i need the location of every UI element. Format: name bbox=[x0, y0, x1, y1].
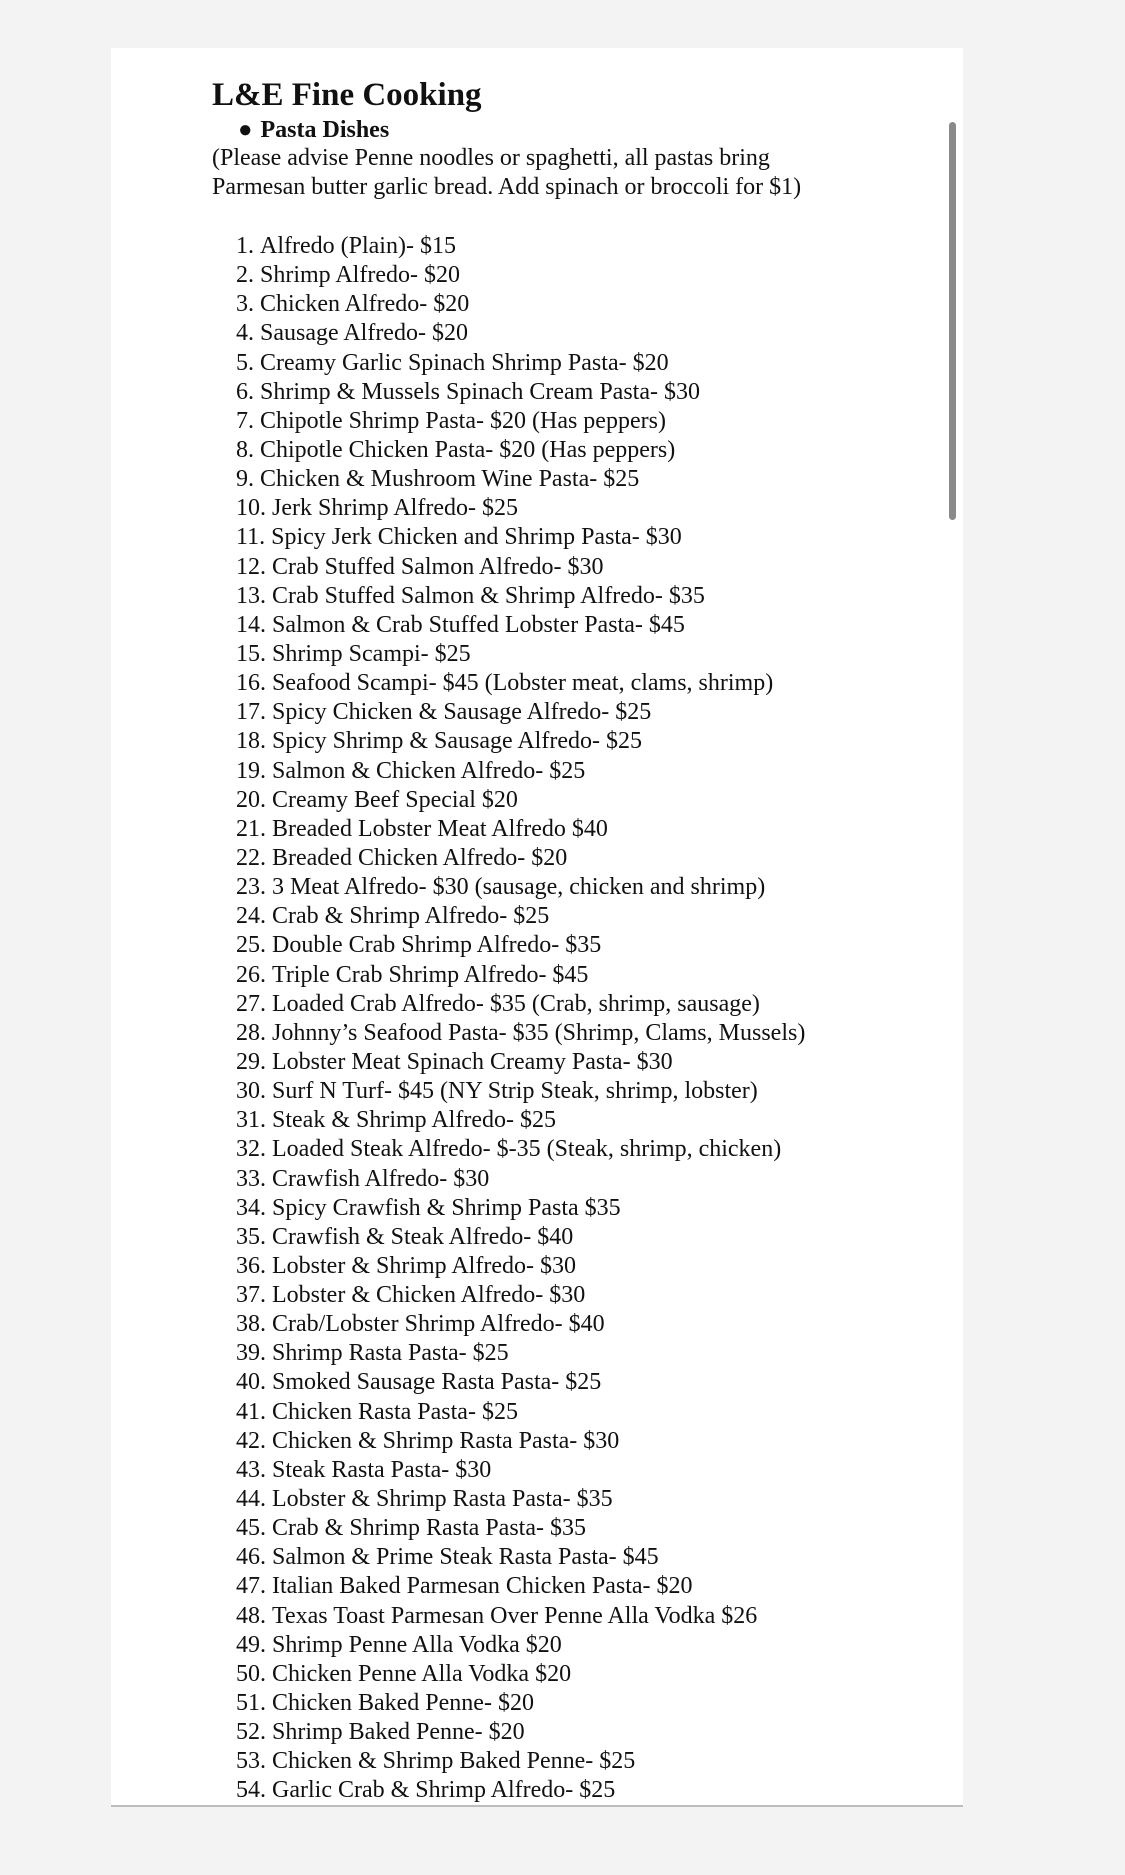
list-item bbox=[236, 611, 805, 640]
list-item-number: 41. bbox=[236, 1398, 266, 1425]
list-item-text: Lobster & Chicken Alfredo- $30 bbox=[272, 1282, 586, 1309]
list-item-number: 28. bbox=[236, 1019, 266, 1046]
list-item-number: 48. bbox=[236, 1602, 266, 1629]
list-item-text: Shrimp Scampi- $25 bbox=[272, 640, 471, 667]
list-item-text: Salmon & Crab Stuffed Lobster Pasta- $45 bbox=[272, 611, 685, 638]
list-item-number: 49. bbox=[236, 1631, 266, 1658]
list-item bbox=[236, 1747, 805, 1776]
list-item bbox=[236, 1223, 805, 1252]
list-item-text: Steak & Shrimp Alfredo- $25 bbox=[272, 1107, 556, 1134]
list-item bbox=[236, 1077, 805, 1106]
list-item-number: 11. bbox=[236, 524, 266, 551]
list-item-number: 15. bbox=[236, 640, 266, 667]
list-item-number: 40. bbox=[236, 1369, 266, 1396]
list-item-text: Chicken & Shrimp Baked Penne- $25 bbox=[272, 1748, 636, 1775]
list-item-text: Steak Rasta Pasta- $30 bbox=[272, 1456, 492, 1483]
list-item-number: 12. bbox=[236, 553, 266, 580]
list-item-number: 16. bbox=[236, 670, 266, 697]
bullet-icon: ● bbox=[238, 117, 253, 143]
list-item-text: Chipotle Chicken Pasta- $20 (Has peppers) bbox=[260, 436, 676, 463]
list-item-text: Loaded Steak Alfredo- $-35 (Steak, shrimp, chicken) bbox=[272, 1136, 782, 1163]
list-item-text: Surf N Turf- $45 (NY Strip Steak, shrimp, lobster) bbox=[272, 1078, 758, 1105]
menu-note-line: Parmesan butter garlic bread. Add spinach or broccoli for $1) bbox=[212, 174, 802, 200]
list-item bbox=[236, 1165, 805, 1194]
list-item-number: 32. bbox=[236, 1136, 266, 1163]
list-item-number: 13. bbox=[236, 582, 266, 609]
list-item-number: 45. bbox=[236, 1515, 266, 1542]
list-item-text: Chicken & Mushroom Wine Pasta- $25 bbox=[260, 466, 640, 493]
list-item bbox=[236, 961, 805, 990]
list-item bbox=[236, 1660, 805, 1689]
list-item-text: Shrimp Penne Alla Vodka $20 bbox=[272, 1631, 562, 1658]
list-item bbox=[236, 1281, 805, 1310]
list-item bbox=[236, 1368, 805, 1397]
list-item bbox=[236, 1310, 805, 1339]
list-item bbox=[236, 1543, 805, 1572]
list-item-number: 43. bbox=[236, 1456, 266, 1483]
list-item-text: Johnny’s Seafood Pasta- $35 (Shrimp, Clams, Mussels) bbox=[272, 1019, 806, 1046]
list-item-number: 50. bbox=[236, 1660, 266, 1687]
list-item-text: Crab & Shrimp Alfredo- $25 bbox=[272, 903, 550, 930]
list-item-number: 23. bbox=[236, 874, 266, 901]
list-item-number: 24. bbox=[236, 903, 266, 930]
list-item bbox=[236, 1776, 805, 1805]
list-item bbox=[236, 1427, 805, 1456]
list-item bbox=[236, 1485, 805, 1514]
list-item-number: 36. bbox=[236, 1252, 266, 1279]
list-item-text: Crab/Lobster Shrimp Alfredo- $40 bbox=[272, 1311, 605, 1338]
list-item bbox=[236, 873, 805, 902]
list-item-text: Shrimp Alfredo- $20 bbox=[260, 262, 460, 289]
list-item bbox=[236, 844, 805, 873]
list-item-text: Seafood Scampi- $45 (Lobster meat, clams, shrimp) bbox=[272, 670, 774, 697]
list-item-text: Sausage Alfredo- $20 bbox=[260, 320, 468, 347]
list-item bbox=[236, 582, 805, 611]
list-item-number: 42. bbox=[236, 1427, 266, 1454]
list-item bbox=[236, 1398, 805, 1427]
list-item-number: 9. bbox=[236, 466, 254, 493]
list-item bbox=[236, 1106, 805, 1135]
list-item bbox=[236, 349, 805, 378]
list-item bbox=[236, 1048, 805, 1077]
list-item bbox=[236, 1689, 805, 1718]
list-item-text: Chicken Penne Alla Vodka $20 bbox=[272, 1660, 572, 1687]
list-item-text: Texas Toast Parmesan Over Penne Alla Vodka $26 bbox=[272, 1602, 758, 1629]
list-item-number: 1. bbox=[236, 233, 254, 259]
list-item bbox=[236, 1339, 805, 1368]
list-item-number: 37. bbox=[236, 1282, 266, 1309]
list-item-text: Shrimp Baked Penne- $20 bbox=[272, 1719, 525, 1746]
list-item-text: Chipotle Shrimp Pasta- $20 (Has peppers) bbox=[260, 407, 666, 434]
list-item-text: Jerk Shrimp Alfredo- $25 bbox=[272, 495, 518, 522]
list-item-number: 52. bbox=[236, 1719, 266, 1746]
list-item-number: 3. bbox=[236, 291, 254, 318]
list-item-text: Spicy Chicken & Sausage Alfredo- $25 bbox=[272, 699, 652, 726]
list-item bbox=[236, 465, 805, 494]
list-item-number: 2. bbox=[236, 262, 254, 289]
list-item-number: 54. bbox=[236, 1777, 266, 1804]
list-item-text: Creamy Garlic Spinach Shrimp Pasta- $20 bbox=[260, 349, 669, 376]
list-item-number: 47. bbox=[236, 1573, 266, 1600]
list-item bbox=[236, 261, 805, 290]
list-item-text: Chicken Alfredo- $20 bbox=[260, 291, 470, 318]
section-heading bbox=[238, 116, 389, 144]
list-item-number: 19. bbox=[236, 757, 266, 784]
list-item-text: Salmon & Chicken Alfredo- $25 bbox=[272, 757, 586, 784]
list-item bbox=[236, 669, 805, 698]
list-item-text: Lobster Meat Spinach Creamy Pasta- $30 bbox=[272, 1048, 673, 1075]
list-item bbox=[236, 494, 805, 523]
list-item bbox=[236, 1252, 805, 1281]
list-item-text: Smoked Sausage Rasta Pasta- $25 bbox=[272, 1369, 602, 1396]
list-item-number: 38. bbox=[236, 1311, 266, 1338]
list-item-text: Chicken Baked Penne- $20 bbox=[272, 1690, 534, 1717]
list-item bbox=[236, 1718, 805, 1747]
list-item-number: 44. bbox=[236, 1486, 266, 1513]
list-item-number: 21. bbox=[236, 815, 266, 842]
list-item-text: Double Crab Shrimp Alfredo- $35 bbox=[272, 932, 602, 959]
list-item bbox=[236, 378, 805, 407]
list-item-text: Garlic Crab & Shrimp Alfredo- $25 bbox=[272, 1777, 616, 1804]
list-item bbox=[236, 1135, 805, 1164]
list-item-text: Spicy Jerk Chicken and Shrimp Pasta- $30 bbox=[271, 524, 682, 551]
list-item-text: 3 Meat Alfredo- $30 (sausage, chicken and shrimp) bbox=[272, 874, 766, 901]
list-item-number: 39. bbox=[236, 1340, 266, 1367]
list-item-number: 20. bbox=[236, 786, 266, 813]
list-item bbox=[236, 1019, 805, 1048]
list-item-text: Alfredo (Plain)- $15 bbox=[260, 233, 456, 259]
list-item-number: 30. bbox=[236, 1078, 266, 1105]
list-item-number: 26. bbox=[236, 961, 266, 988]
list-item-text: Crab & Shrimp Rasta Pasta- $35 bbox=[272, 1515, 586, 1542]
document-page bbox=[111, 48, 963, 1807]
list-item-text: Chicken Rasta Pasta- $25 bbox=[272, 1398, 518, 1425]
list-item-text: Salmon & Prime Steak Rasta Pasta- $45 bbox=[272, 1544, 659, 1571]
list-item-number: 46. bbox=[236, 1544, 266, 1571]
list-item-number: 25. bbox=[236, 932, 266, 959]
list-item bbox=[236, 436, 805, 465]
list-item-number: 33. bbox=[236, 1165, 266, 1192]
list-item-number: 31. bbox=[236, 1107, 266, 1134]
list-item-text: Loaded Crab Alfredo- $35 (Crab, shrimp, sausage) bbox=[272, 990, 760, 1017]
section-heading-text: Pasta Dishes bbox=[260, 117, 390, 143]
page-title: L&E Fine Cooking bbox=[212, 77, 482, 113]
list-item-number: 18. bbox=[236, 728, 266, 755]
list-item-number: 35. bbox=[236, 1223, 266, 1250]
scrollbar-thumb[interactable] bbox=[949, 122, 956, 520]
list-item bbox=[236, 232, 805, 261]
menu-note bbox=[212, 144, 852, 202]
list-item-number: 22. bbox=[236, 844, 266, 871]
list-item-text: Spicy Crawfish & Shrimp Pasta $35 bbox=[272, 1194, 621, 1221]
list-item-text: Shrimp & Mussels Spinach Cream Pasta- $30 bbox=[260, 378, 700, 405]
list-item bbox=[236, 727, 805, 756]
list-item-text: Triple Crab Shrimp Alfredo- $45 bbox=[272, 961, 589, 988]
list-item bbox=[236, 1194, 805, 1223]
list-item-number: 53. bbox=[236, 1748, 266, 1775]
list-item-number: 29. bbox=[236, 1048, 266, 1075]
list-item bbox=[236, 902, 805, 931]
list-item bbox=[236, 1631, 805, 1660]
list-item-number: 5. bbox=[236, 349, 254, 376]
list-item-number: 10. bbox=[236, 495, 266, 522]
list-item-text: Breaded Chicken Alfredo- $20 bbox=[272, 844, 568, 871]
menu-list bbox=[236, 232, 805, 1806]
list-item-text: Spicy Shrimp & Sausage Alfredo- $25 bbox=[272, 728, 642, 755]
list-item-number: 51. bbox=[236, 1690, 266, 1717]
list-item-number: 7. bbox=[236, 407, 254, 434]
list-item-text: Crawfish & Steak Alfredo- $40 bbox=[272, 1223, 574, 1250]
list-item bbox=[236, 1602, 805, 1631]
menu-note-line: (Please advise Penne noodles or spaghetti, all pastas bring bbox=[212, 145, 770, 171]
list-item-text: Creamy Beef Special $20 bbox=[272, 786, 518, 813]
list-item-text: Breaded Lobster Meat Alfredo $40 bbox=[272, 815, 608, 842]
list-item bbox=[236, 553, 805, 582]
list-item bbox=[236, 815, 805, 844]
list-item-number: 4. bbox=[236, 320, 254, 347]
list-item-number: 17. bbox=[236, 699, 266, 726]
list-item bbox=[236, 1572, 805, 1601]
list-item bbox=[236, 931, 805, 960]
list-item-text: Lobster & Shrimp Alfredo- $30 bbox=[272, 1252, 576, 1279]
list-item-number: 14. bbox=[236, 611, 266, 638]
list-item bbox=[236, 640, 805, 669]
list-item-text: Lobster & Shrimp Rasta Pasta- $35 bbox=[272, 1486, 613, 1513]
list-item-text: Chicken & Shrimp Rasta Pasta- $30 bbox=[272, 1427, 620, 1454]
list-item-number: 34. bbox=[236, 1194, 266, 1221]
list-item-text: Italian Baked Parmesan Chicken Pasta- $20 bbox=[272, 1573, 693, 1600]
list-item-number: 27. bbox=[236, 990, 266, 1017]
list-item bbox=[236, 1514, 805, 1543]
list-item-number: 6. bbox=[236, 378, 254, 405]
list-item-text: Crawfish Alfredo- $30 bbox=[272, 1165, 490, 1192]
list-item bbox=[236, 290, 805, 319]
list-item-text: Shrimp Rasta Pasta- $25 bbox=[272, 1340, 509, 1367]
list-item bbox=[236, 757, 805, 786]
list-item-number: 8. bbox=[236, 436, 254, 463]
list-item-text: Crab Stuffed Salmon & Shrimp Alfredo- $35 bbox=[272, 582, 705, 609]
list-item-text: Crab Stuffed Salmon Alfredo- $30 bbox=[272, 553, 604, 580]
list-item bbox=[236, 786, 805, 815]
list-item bbox=[236, 1456, 805, 1485]
list-item bbox=[236, 698, 805, 727]
list-item bbox=[236, 990, 805, 1019]
list-item bbox=[236, 407, 805, 436]
list-item bbox=[236, 523, 805, 552]
list-item bbox=[236, 319, 805, 348]
